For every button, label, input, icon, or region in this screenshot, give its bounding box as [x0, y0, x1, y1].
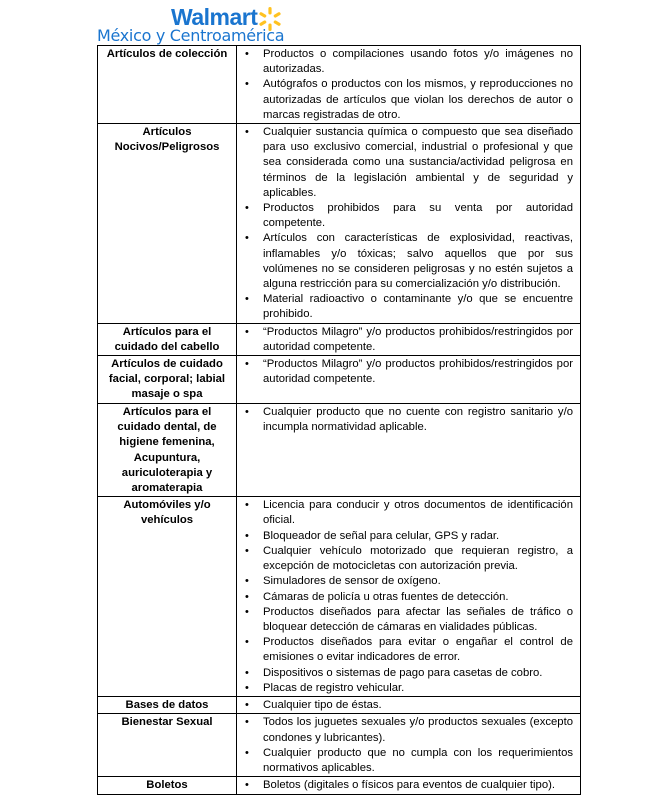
items-cell [237, 46, 581, 124]
bullet-list [245, 125, 573, 323]
bullet-list [245, 698, 573, 713]
bullet-list [245, 498, 573, 696]
items-cell [237, 356, 581, 404]
list-item: • Cualquier producto que no cumpla con los requerimientos normativos aplicables. [245, 746, 573, 776]
category-cell: Artículos para el cuidado del cabello [98, 323, 237, 355]
list-item: • Cualquier producto que no cuente con registro sanitario y/o incumpla normatividad aplicable. [245, 405, 573, 435]
category-cell: Boletos [98, 777, 237, 794]
bullet-list [245, 778, 573, 793]
category-cell: Bases de datos [98, 697, 237, 714]
list-item: • Dispositivos o sistemas de pago para casetas de cobro. [245, 666, 573, 681]
list-item: • Bloqueador de señal para celular, GPS y radar. [245, 529, 573, 544]
category-cell: Bienestar Sexual [98, 714, 237, 777]
table-row [98, 323, 581, 355]
list-item: • Autógrafos o productos con los mismos, y reproducciones no autorizadas de artículos que violan los derechos de autor o marcas registradas de otro. [245, 77, 573, 123]
table-row [98, 404, 581, 497]
bullet-list [245, 357, 573, 387]
list-item: • Simuladores de sensor de oxígeno. [245, 574, 573, 589]
bullet-list [245, 325, 573, 355]
items-cell [237, 404, 581, 497]
list-item: • Productos diseñados para evitar o engañar el control de emisiones o evitar indicadores de error. [245, 635, 573, 665]
table-row [98, 497, 581, 697]
category-cell: Artículos para el cuidado dental, de higiene femenina, Acupuntura, auriculoterapia y aromaterapia [98, 404, 237, 497]
table-row [98, 714, 581, 777]
bullet-list [245, 715, 573, 776]
list-item: • Cualquier sustancia química o compuesto que sea diseñado para uso exclusivo comercial, industrial o profesional y que sea considerada como una sustancia/actividad peligrosa en términos de la legislación ambiental y de seguridad y aplicables. [245, 125, 573, 201]
list-item: • “Productos Milagro” y/o productos prohibidos/restringidos por autoridad competente. [245, 325, 573, 355]
brand-name: Walmart [171, 4, 258, 30]
walmart-logo [97, 4, 297, 44]
list-item: • Productos o compilaciones usando fotos y/o imágenes no autorizadas. [245, 47, 573, 77]
list-item: • Productos diseñados para afectar las señales de tráfico o bloquear detección de cámaras en vialidades públicas. [245, 605, 573, 635]
list-item: • Boletos (digitales o físicos para eventos de cualquier tipo). [245, 778, 573, 793]
list-item: • Artículos con características de explosividad, reactivas, inflamables y/o tóxicas; salvo aquellos que por sus volúmenes no se consideren peligrosas y no estén sujetos a alguna restricción para su comercialización y/o distribución. [245, 231, 573, 292]
brand-subtitle: México y Centroamérica [97, 26, 285, 45]
table-row [98, 46, 581, 124]
category-cell: Artículos de cuidado facial, corporal; labial masaje o spa [98, 356, 237, 404]
list-item: • Material radioactivo o contaminante y/o que se encuentre prohibido. [245, 292, 573, 322]
list-item: • Licencia para conducir y otros documentos de identificación oficial. [245, 498, 573, 528]
category-cell: Artículos de colección [98, 46, 237, 124]
table-row [98, 777, 581, 794]
prohibited-items-table [97, 45, 581, 795]
list-item: • Cámaras de policía u otras fuentes de detección. [245, 590, 573, 605]
list-item: • Cualquier tipo de éstas. [245, 698, 573, 713]
list-item: • Placas de registro vehicular. [245, 681, 573, 696]
items-cell [237, 124, 581, 324]
items-cell [237, 697, 581, 714]
bullet-list [245, 47, 573, 123]
list-item: • Cualquier vehículo motorizado que requieran registro, a excepción de motocicletas con autorización previa. [245, 544, 573, 574]
items-cell [237, 323, 581, 355]
table-row [98, 356, 581, 404]
list-item: • “Productos Milagro” y/o productos prohibidos/restringidos por autoridad competente. [245, 357, 573, 387]
list-item: • Todos los juguetes sexuales y/o productos sexuales (excepto condones y lubricantes). [245, 715, 573, 745]
items-cell [237, 777, 581, 794]
table-row [98, 697, 581, 714]
bullet-list [245, 405, 573, 435]
items-cell [237, 497, 581, 697]
table-row [98, 124, 581, 324]
category-cell: Automóviles y/o vehículos [98, 497, 237, 697]
category-cell: Artículos Nocivos/Peligrosos [98, 124, 237, 324]
items-cell [237, 714, 581, 777]
list-item: • Productos prohibidos para su venta por autoridad competente. [245, 201, 573, 231]
